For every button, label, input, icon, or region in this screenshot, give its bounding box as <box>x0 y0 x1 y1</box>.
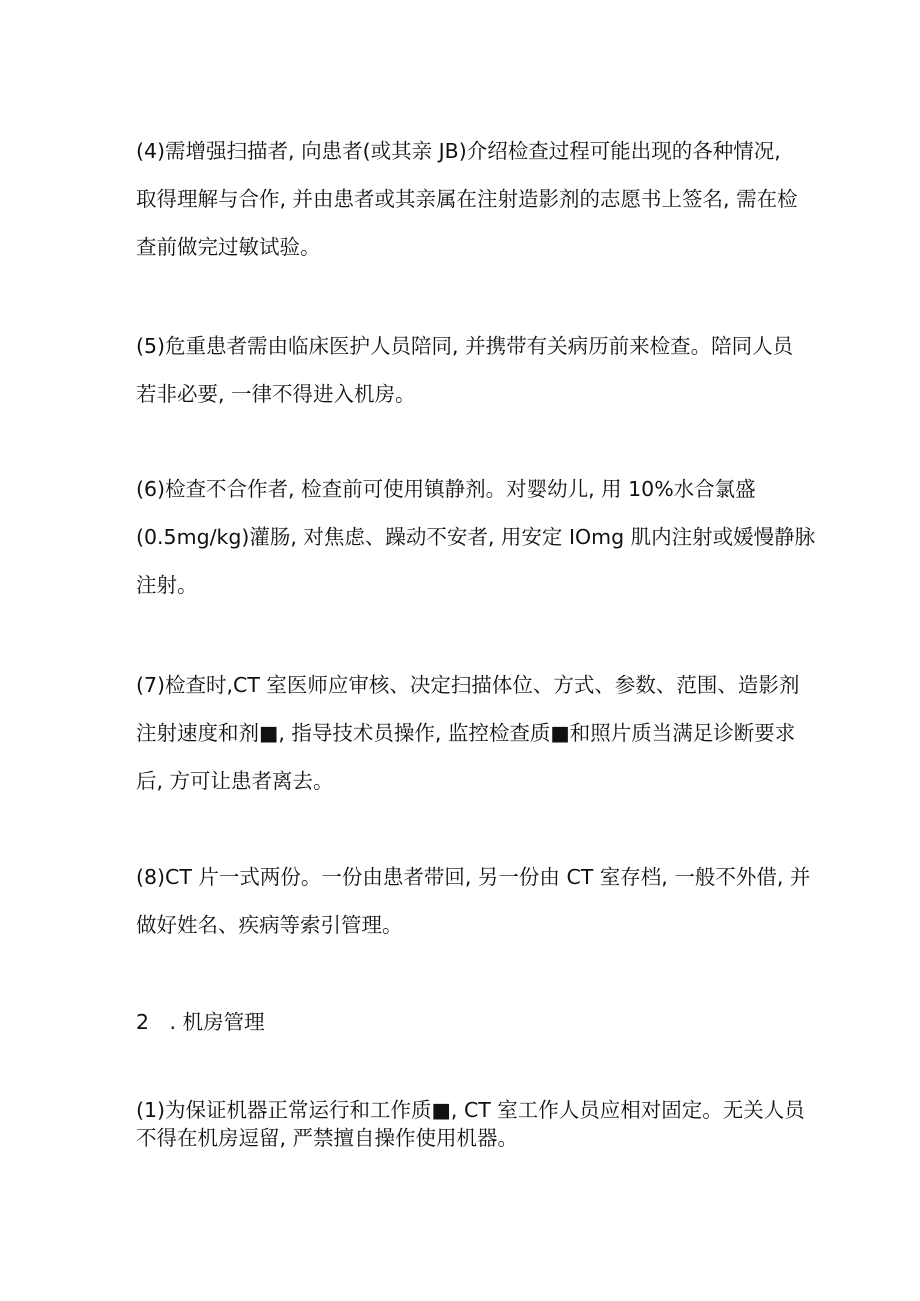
paragraph-ct-film-copies <box>136 853 811 949</box>
paragraph-staff-fixed <box>136 1096 805 1152</box>
text-line: (8)CT 片一式两份。一份由患者带回, 另一份由 CT 室存档, 一般不外借, 并 <box>136 865 811 889</box>
text-line: (5)危重患者需由临床医护人员陪同, 并携带有关病历前来检查。陪同人员 <box>136 334 794 358</box>
text-line: 注射速度和剂■, 指导技术员操作, 监控检查质■和照片质当满足诊断要求 <box>136 721 796 745</box>
text-line: 做好姓名、疾病等索引管理。 <box>136 913 403 937</box>
text-line: 不得在机房逗留, 严禁擅自操作使用机器。 <box>136 1126 519 1150</box>
text-line: 注射。 <box>136 573 198 597</box>
text-line: 取得理解与合作, 并由患者或其亲属在注射造影剂的志愿书上签名, 需在检 <box>136 187 798 211</box>
text-line: 后, 方可让患者离去。 <box>136 769 334 793</box>
section-heading-machine-room <box>136 998 796 1046</box>
text-line: (0.5mg/kg)灌肠, 对焦虑、躁动不安者, 用安定 IOmg 肌内注射或媛慢静脉 <box>136 525 816 549</box>
text-line: (4)需增强扫描者, 向患者(或其亲 JB)介绍检查过程可能出现的各种情况, <box>136 139 781 163</box>
paragraph-contrast-scan <box>136 127 796 271</box>
text-line: 若非必要, 一律不得进入机房。 <box>136 382 416 406</box>
paragraph-sedation <box>136 465 816 609</box>
heading-text: 2 . 机房管理 <box>136 1010 265 1034</box>
text-line: (7)检查时,CT 室医师应审核、决定扫描体位、方式、参数、范围、造影剂 <box>136 673 800 697</box>
text-line: (6)检查不合作者, 检查前可使用镇静剂。对婴幼儿, 用 10%水合氯盛 <box>136 477 756 501</box>
text-line: 查前做完过敏试验。 <box>136 235 321 259</box>
paragraph-critical-patients <box>136 322 796 418</box>
text-line: (1)为保证机器正常运行和工作质■, CT 室工作人员应相对固定。无关人员 <box>136 1098 805 1122</box>
paragraph-physician-review <box>136 661 800 805</box>
